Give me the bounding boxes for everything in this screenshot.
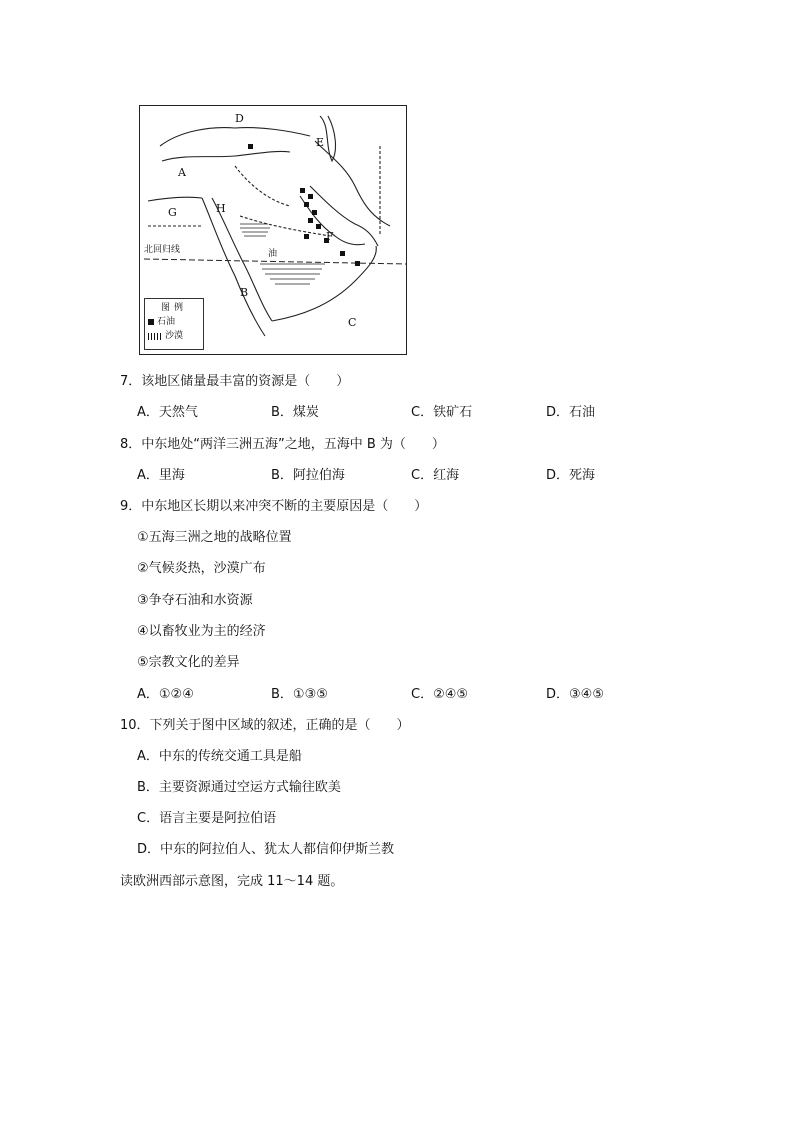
q7-option-d[interactable]: D．石油 bbox=[546, 405, 596, 420]
map-label-d: D bbox=[235, 112, 244, 125]
map-legend bbox=[144, 298, 204, 350]
q9-option-a[interactable]: A．①②④ bbox=[137, 687, 194, 702]
map-label-h: H bbox=[216, 202, 226, 215]
q8-option-a[interactable]: A．里海 bbox=[137, 468, 185, 483]
map-label-a: A bbox=[178, 166, 186, 179]
map-label-c: C bbox=[348, 316, 357, 329]
q10-option-b[interactable]: B．主要资源通过空运方式输往欧美 bbox=[137, 780, 341, 795]
map-label-g: G bbox=[168, 206, 177, 219]
q8-option-d[interactable]: D．死海 bbox=[546, 468, 596, 483]
next-section-instruction: 读欧洲西部示意图，完成 11～14 题。 bbox=[120, 874, 344, 889]
q9-item-5: ⑤宗教文化的差异 bbox=[137, 655, 240, 670]
q9-item-4: ④以畜牧业为主的经济 bbox=[137, 624, 266, 639]
oil-icon bbox=[148, 319, 154, 325]
desert-hatch-icon bbox=[148, 333, 162, 340]
q10-option-d[interactable]: D．中东的阿拉伯人、犹太人都信仰伊斯兰教 bbox=[137, 842, 395, 857]
map-label-e: E bbox=[316, 136, 325, 149]
q7-option-a[interactable]: A．天然气 bbox=[137, 405, 198, 420]
q7-option-b[interactable]: B．煤炭 bbox=[271, 405, 319, 420]
q9-option-d[interactable]: D．③④⑤ bbox=[546, 687, 604, 702]
oil-text: 油 bbox=[268, 249, 278, 259]
q9-option-c[interactable]: C．②④⑤ bbox=[411, 687, 469, 702]
q10-option-a[interactable]: A．中东的传统交通工具是船 bbox=[137, 749, 302, 764]
legend-row-desert bbox=[148, 329, 200, 343]
q9-item-3: ③争夺石油和水资源 bbox=[137, 593, 253, 608]
q9-item-2: ②气候炎热，沙漠广布 bbox=[137, 561, 266, 576]
question-9-stem: 9．中东地区长期以来冲突不断的主要原因是（ ） bbox=[120, 499, 428, 514]
q8-option-b[interactable]: B．阿拉伯海 bbox=[271, 468, 345, 483]
question-8-stem: 8．中东地处“两洋三洲五海”之地，五海中 B 为（ ） bbox=[120, 437, 445, 452]
tropic-label: 北回归线 bbox=[144, 245, 181, 255]
map-label-f: F bbox=[326, 230, 334, 243]
legend-row-oil bbox=[148, 315, 200, 329]
question-7-stem: 7．该地区储量最丰富的资源是（ ） bbox=[120, 374, 350, 389]
legend-desert-label: 沙漠 bbox=[165, 331, 184, 341]
q9-item-1: ①五海三洲之地的战略位置 bbox=[137, 530, 292, 545]
legend-title: 图例 bbox=[160, 303, 187, 313]
middle-east-map bbox=[139, 105, 407, 355]
q9-option-b[interactable]: B．①③⑤ bbox=[271, 687, 328, 702]
q8-option-c[interactable]: C．红海 bbox=[411, 468, 460, 483]
question-10-stem: 10．下列关于图中区域的叙述，正确的是（ ） bbox=[120, 718, 410, 733]
legend-oil-label: 石油 bbox=[157, 317, 176, 327]
q10-option-c[interactable]: C．语言主要是阿拉伯语 bbox=[137, 811, 277, 826]
map-label-b: B bbox=[240, 286, 249, 299]
q7-option-c[interactable]: C．铁矿石 bbox=[411, 405, 473, 420]
